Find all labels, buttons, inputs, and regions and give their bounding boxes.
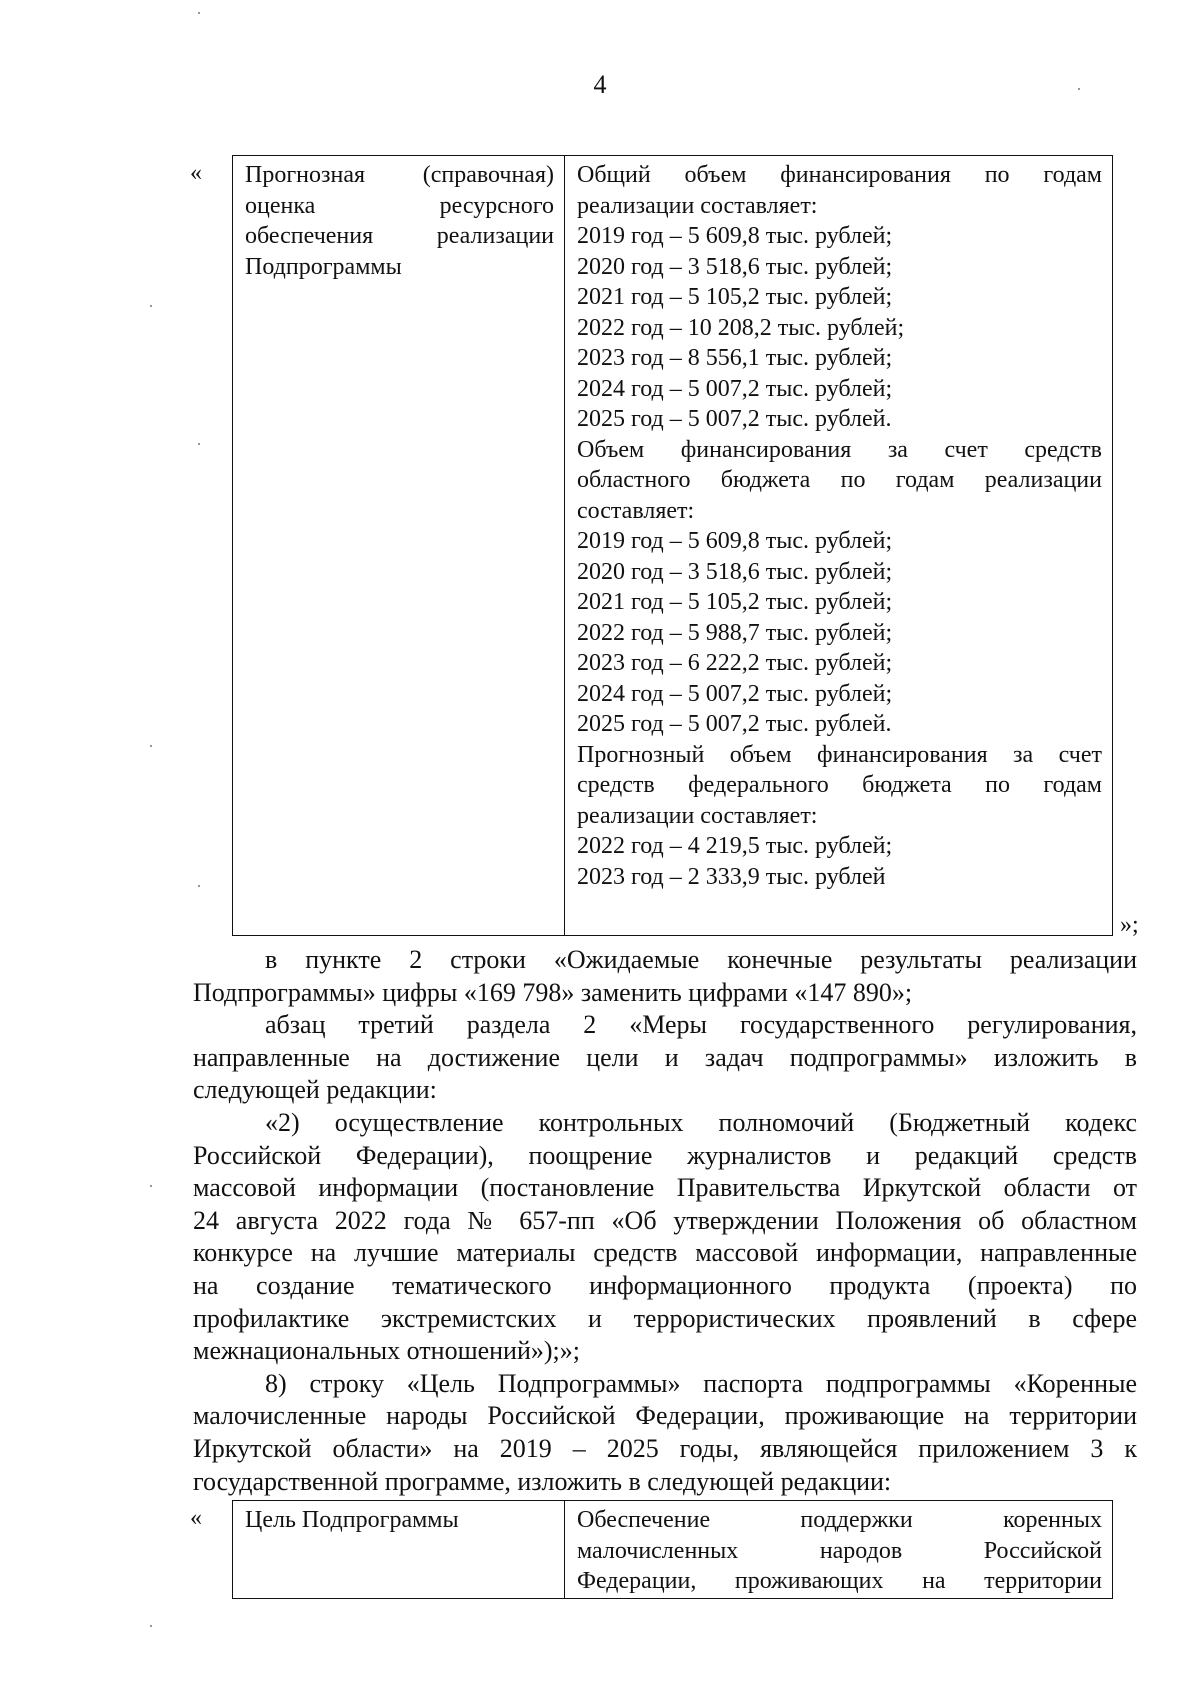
paragraph-new-wording bbox=[193, 1107, 1137, 1368]
scan-speck bbox=[198, 443, 200, 445]
text-line: профилактике экстремистских и террористических проявлений в сфере bbox=[193, 1303, 1137, 1333]
subprogram-goal-table bbox=[232, 1500, 1113, 1599]
table1-right-line: 2020 год – 3 518,6 тыс. рублей; bbox=[577, 253, 893, 280]
table1-right-line: 2023 год – 8 556,1 тыс. рублей; bbox=[577, 345, 893, 371]
table1-right-line: 2019 год – 5 609,8 тыс. рублей; bbox=[577, 223, 893, 249]
text-line: межнациональных отношений»);»; bbox=[193, 1336, 580, 1366]
text-line: малочисленные народы Российской Федерации, проживающие на территории bbox=[193, 1401, 1137, 1431]
table1-right-line: 2025 год – 5 007,2 тыс. рублей. bbox=[577, 711, 892, 737]
scan-speck bbox=[150, 745, 152, 747]
table1-right-line: Объем финансирования за счет средств bbox=[577, 436, 1102, 463]
table1-open-quote: « bbox=[190, 160, 202, 186]
scan-speck bbox=[150, 1185, 152, 1187]
text-line: в пункте 2 строки «Ожидаемые конечные результаты реализации bbox=[265, 945, 1137, 974]
table2-open-quote: « bbox=[190, 1505, 202, 1531]
text-line: Подпрограммы» цифры «169 798» заменить цифрами «147 890»; bbox=[193, 977, 913, 1007]
paragraph-item-8 bbox=[193, 1368, 1137, 1498]
text-line: Российской Федерации), поощрение журналистов и редакций средств bbox=[193, 1140, 1137, 1170]
table1-right-line: реализации составляет: bbox=[577, 192, 818, 219]
table1-left-line: обеспечения реализации bbox=[245, 223, 554, 249]
scan-speck bbox=[198, 885, 200, 887]
paragraph-measures bbox=[193, 1009, 1137, 1107]
table1-close-quote: »; bbox=[1120, 912, 1139, 938]
table1-left-line: Подпрограммы bbox=[245, 253, 402, 280]
table-row bbox=[233, 1501, 1113, 1599]
page-number: 4 bbox=[593, 70, 607, 99]
text-line: Иркутской области» на 2019 – 2025 годы, являющейся приложением 3 к bbox=[193, 1433, 1137, 1463]
table1-right-line: 2023 год – 6 222,2 тыс. рублей; bbox=[577, 650, 893, 676]
table1-right-line: 2019 год – 5 609,8 тыс. рублей; bbox=[577, 528, 893, 554]
table2-left-line: Цель Подпрограммы bbox=[245, 1507, 459, 1533]
table1-right-line: реализации составляет: bbox=[577, 802, 818, 829]
table1-right-line: 2022 год – 10 208,2 тыс. рублей; bbox=[577, 314, 905, 341]
text-line: массовой информации (постановление Правительства Иркутской области от bbox=[193, 1173, 1137, 1203]
scan-speck bbox=[150, 305, 152, 307]
scan-speck bbox=[198, 12, 200, 14]
table1-right-line: 2023 год – 2 333,9 тыс. рублей bbox=[577, 863, 886, 890]
text-line: «2) осуществление контрольных полномочий (Бюджетный кодекс bbox=[265, 1107, 1137, 1137]
table1-left-cell bbox=[233, 156, 565, 936]
table2-right-line: Обеспечение поддержки коренных bbox=[577, 1507, 1102, 1533]
text-line: государственной программе, изложить в следующей редакции: bbox=[193, 1466, 892, 1496]
table2-right-cell bbox=[565, 1501, 1113, 1599]
table1-right-cell bbox=[565, 156, 1113, 936]
table1-right-line: 2024 год – 5 007,2 тыс. рублей; bbox=[577, 680, 893, 707]
table2-right-line: Федерации, проживающих на территории bbox=[577, 1568, 1102, 1594]
table1-right-line: 2020 год – 3 518,6 тыс. рублей; bbox=[577, 558, 893, 585]
text-line: на создание тематического информационного продукта (проекта) по bbox=[193, 1270, 1137, 1300]
scan-speck bbox=[150, 1625, 152, 1627]
paragraph-results bbox=[193, 944, 1137, 1009]
text-line: 8) строку «Цель Подпрограммы» паспорта подпрограммы «Коренные bbox=[265, 1368, 1137, 1398]
scan-speck bbox=[1078, 88, 1080, 90]
table1-right-line: 2022 год – 5 988,7 тыс. рублей; bbox=[577, 619, 893, 646]
table1-right-line: 2022 год – 4 219,5 тыс. рублей; bbox=[577, 833, 893, 859]
text-line: конкурсе на лучшие материалы средств массовой информации, направленные bbox=[193, 1238, 1137, 1268]
table1-right-line: Общий объем финансирования по годам bbox=[577, 162, 1102, 188]
text-line: 24 августа 2022 года № 657-пп «Об утверждении Положения об областном bbox=[193, 1205, 1137, 1235]
text-line: следующей редакции: bbox=[193, 1075, 437, 1105]
table1-right-line: 2021 год – 5 105,2 тыс. рублей; bbox=[577, 284, 893, 310]
table2-left-cell bbox=[233, 1501, 565, 1599]
table1-right-line: 2025 год – 5 007,2 тыс. рублей. bbox=[577, 406, 892, 432]
table1-left-line: Прогнозная (справочная) bbox=[245, 162, 554, 188]
text-line: направленные на достижение цели и задач подпрограммы» изложить в bbox=[193, 1042, 1137, 1072]
resource-estimate-table bbox=[232, 155, 1113, 936]
table1-right-line: Прогнозный объем финансирования за счет bbox=[577, 741, 1102, 768]
table1-right-line: областного бюджета по годам реализации bbox=[577, 467, 1102, 493]
table1-right-line: 2024 год – 5 007,2 тыс. рублей; bbox=[577, 375, 893, 402]
table1-left-line: оценка ресурсного bbox=[245, 192, 554, 219]
table1-right-line: средств федерального бюджета по годам bbox=[577, 772, 1102, 798]
table1-right-line: составляет: bbox=[577, 497, 695, 524]
amendment-text bbox=[193, 944, 1137, 1498]
text-line: абзац третий раздела 2 «Меры государственного регулирования, bbox=[265, 1010, 1137, 1040]
table1-right-line: 2021 год – 5 105,2 тыс. рублей; bbox=[577, 589, 893, 615]
table2-right-line: малочисленных народов Российской bbox=[577, 1537, 1102, 1564]
table-row bbox=[233, 156, 1113, 936]
